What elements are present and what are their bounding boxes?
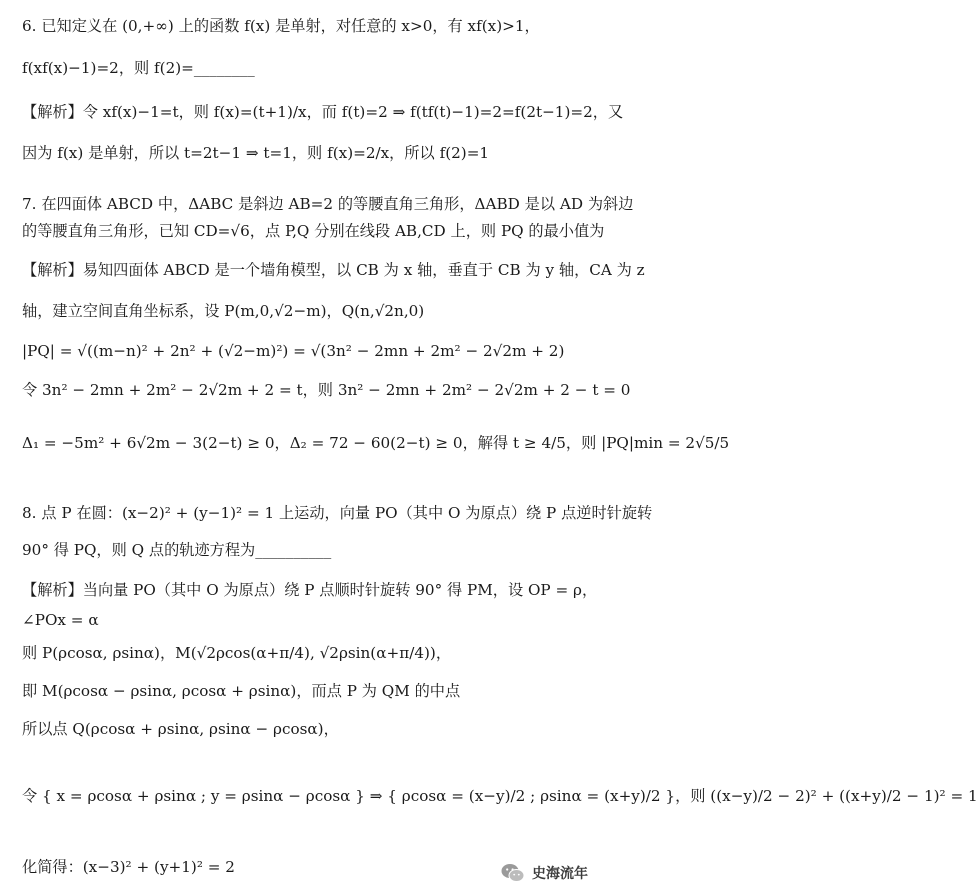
problem-8-solution-line-5: 所以点 Q(ρcosα + ρsinα, ρsinα − ρcosα)， xyxy=(22,720,339,738)
problem-8-line-1: 8. 点 P 在圆：(x−2)² + (y−1)² = 1 上运动，向量 PO（其中 O 为原点）绕 P 点逆时针旋转 xyxy=(22,504,653,522)
problem-7-line-1: 7. 在四面体 ABCD 中，ΔABC 是斜边 AB=2 的等腰直角三角形，ΔABD 是以 AD 为斜边 xyxy=(22,195,634,213)
problem-8-line-2: 90° 得 PQ，则 Q 点的轨迹方程为__________ xyxy=(22,541,332,559)
problem-6-solution-line-1: 【解析】令 xf(x)−1=t，则 f(x)=(t+1)/x，而 f(t)=2 ⇒ f(tf(t)−1)=2=f(2t−1)=2，又 xyxy=(22,103,624,121)
wechat-icon xyxy=(500,860,526,886)
problem-8-solution-line-3: 则 P(ρcosα, ρsinα)，M(√2ρcos(α+π/4), √2ρsin(α+π/4))， xyxy=(22,644,452,662)
problem-6-line-2: f(xf(x)−1)=2，则 f(2)=________ xyxy=(22,59,255,77)
problem-7-solution-line-4: 令 3n² − 2mn + 2m² − 2√2m + 2 = t，则 3n² − 2mn + 2m² − 2√2m + 2 − t = 0 xyxy=(22,381,631,399)
problem-8-solution-line-4: 即 M(ρcosα − ρsinα, ρcosα + ρsinα)，而点 P 为 QM 的中点 xyxy=(22,682,461,700)
watermark-text: 史海流年 xyxy=(532,866,588,882)
problem-7-solution-line-5: Δ₁ = −5m² + 6√2m − 3(2−t) ≥ 0，Δ₂ = 72 − 60(2−t) ≥ 0，解得 t ≥ 4/5，则 |PQ|min = 2√5/5 xyxy=(22,434,730,452)
problem-7-solution-line-3: |PQ| = √((m−n)² + 2n² + (√2−m)²) = √(3n² − 2mn + 2m² − 2√2m + 2) xyxy=(22,342,565,360)
problem-7-solution-line-2: 轴，建立空间直角坐标系，设 P(m,0,√2−m)，Q(n,√2n,0) xyxy=(22,302,425,320)
problem-8-solution-line-6: 令 { x = ρcosα + ρsinα ; y = ρsinα − ρcosα } ⇒ { ρcosα = (x−y)/2 ; ρsinα = (x+y)/2 }，则 ((x−y)/2 − 2)² + ((x+y)/2 − 1)² = 1 xyxy=(22,787,978,805)
problem-7-solution-line-1: 【解析】易知四面体 ABCD 是一个墙角模型，以 CB 为 x 轴，垂直于 CB 为 y 轴，CA 为 z xyxy=(22,261,645,279)
problem-7-line-2: 的等腰直角三角形，已知 CD=√6，点 P,Q 分别在线段 AB,CD 上，则 PQ 的最小值为 xyxy=(22,222,605,240)
problem-8-solution-line-1: 【解析】当向量 PO（其中 O 为原点）绕 P 点顺时针旋转 90° 得 PM，设 OP = ρ， xyxy=(22,581,598,599)
problem-8-solution-line-2: ∠POx = α xyxy=(22,611,99,629)
watermark xyxy=(500,858,620,888)
problem-6-line-1: 6. 已知定义在 (0,+∞) 上的函数 f(x) 是单射，对任意的 x>0，有 xf(x)>1， xyxy=(22,17,540,35)
problem-8-solution-line-7: 化简得：(x−3)² + (y+1)² = 2 xyxy=(22,858,235,876)
problem-6-solution-line-2: 因为 f(x) 是单射，所以 t=2t−1 ⇒ t=1，则 f(x)=2/x，所以 f(2)=1 xyxy=(22,144,490,162)
